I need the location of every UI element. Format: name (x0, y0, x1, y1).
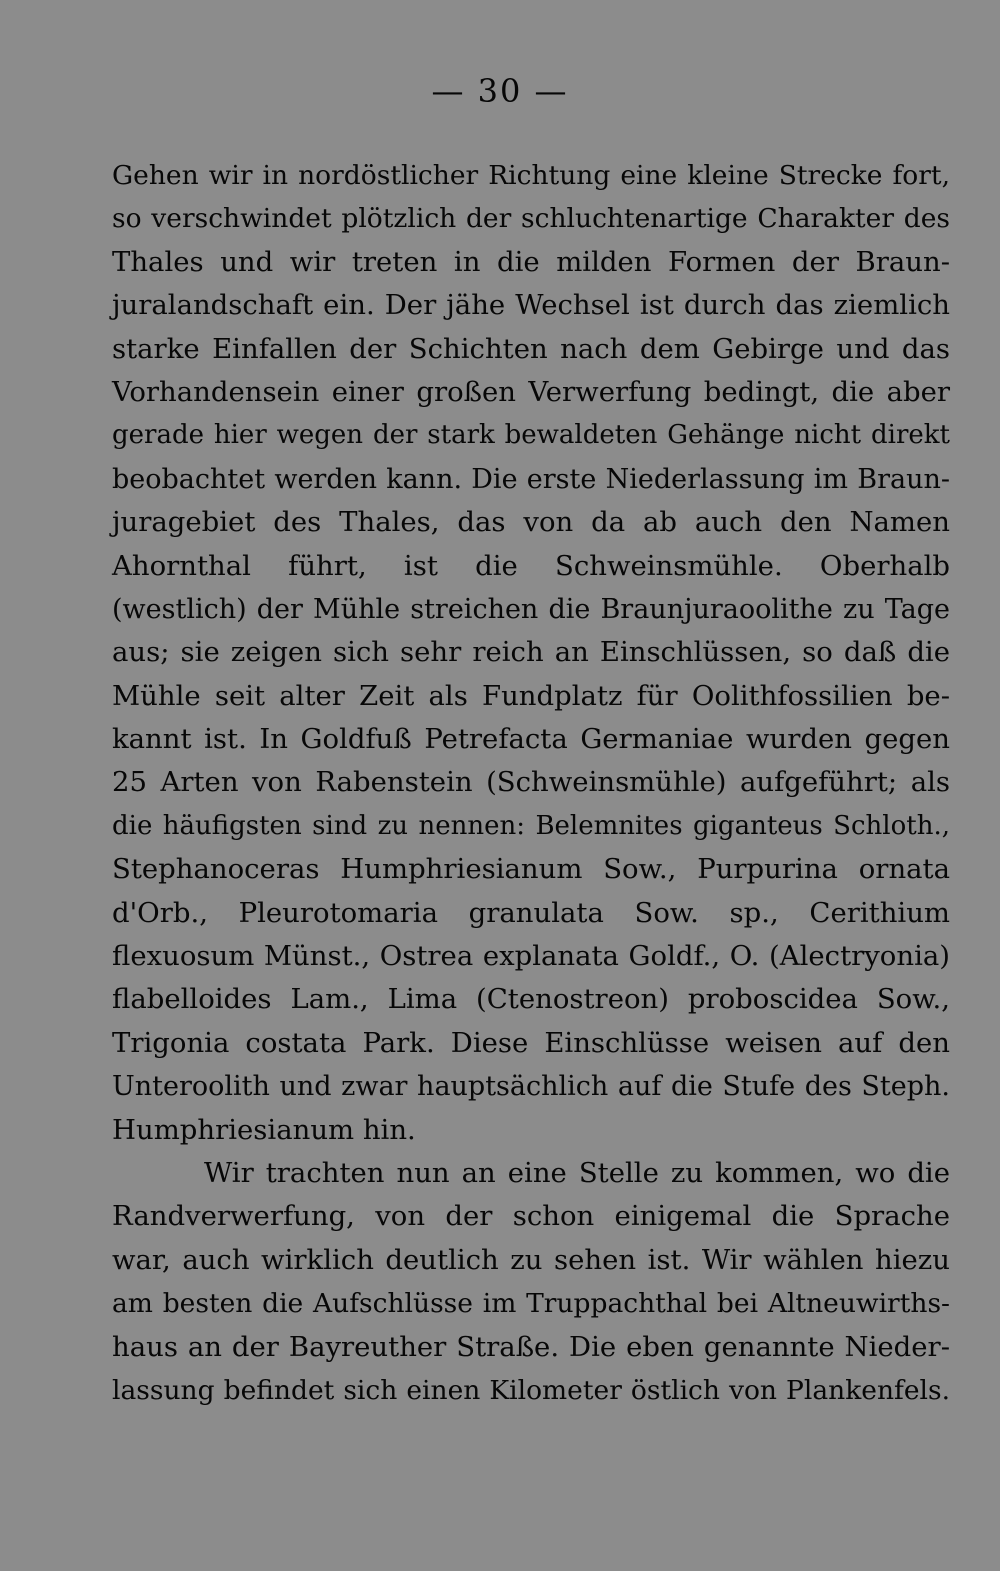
text-line: kannt ist. In Goldfuß Petrefacta Germaniae wurden gegen (112, 723, 950, 756)
text-line: so verschwindet plötzlich der schluchtenartige Charakter des (112, 203, 950, 235)
text-line: juralandschaft ein. Der jähe Wechsel ist durch das ziemlich (112, 289, 950, 322)
text-line: Mühle seit alter Zeit als Fundplatz für Oolithfossilien be- (112, 679, 950, 712)
paragraph-2 (112, 1152, 950, 1412)
text-line: (westlich) der Mühle streichen die Braunjuraoolithe zu Tage (112, 593, 950, 625)
text-line: starke Einfallen der Schichten nach dem Gebirge und das (112, 332, 950, 365)
text-line: war, auch wirklich deutlich zu sehen ist. Wir wählen hiezu (112, 1243, 950, 1276)
text-line: gerade hier wegen der stark bewaldeten Gehänge nicht direkt (112, 420, 950, 451)
text-line: Humphriesianum hin. (112, 1113, 416, 1146)
text-line: am besten die Aufschlüsse im Truppachthal bei Altneuwirths- (112, 1288, 950, 1320)
text-line: haus an der Bayreuther Straße. Die eben genannte Nieder- (112, 1330, 950, 1363)
text-line: Randverwerfung, von der schon einigemal die Sprache (112, 1200, 950, 1233)
text-line: juragebiet des Thales, das von da ab auch den Namen (112, 506, 950, 539)
text-line: Unteroolith und zwar hauptsächlich auf die Stufe des Steph. (112, 1071, 950, 1103)
text-line: Thales und wir treten in die milden Formen der Braun- (112, 245, 950, 278)
page-number: — 30 — (431, 72, 569, 110)
text-line: aus; sie zeigen sich sehr reich an Einschlüssen, so daß die (112, 636, 950, 669)
text-line: d'Orb., Pleurotomaria granulata Sow. sp., Cerithium (112, 896, 950, 929)
text-line: 25 Arten von Rabenstein (Schweinsmühle) aufgeführt; als (112, 766, 950, 799)
text-line: Ahornthal führt, ist die Schweinsmühle. Oberhalb (112, 549, 950, 582)
text-line: die häufigsten sind zu nennen: Belemnites giganteus Schloth., (112, 810, 950, 841)
text-line: Gehen wir in nordöstlicher Richtung eine kleine Strecke fort, (112, 160, 950, 191)
text-line: Wir trachten nun an eine Stelle zu kommen, wo die (204, 1156, 950, 1189)
body-text (112, 154, 950, 1412)
text-line: flexuosum Münst., Ostrea explanata Goldf., O. (Alectryonia) (112, 940, 950, 973)
paragraph-1 (112, 154, 950, 1152)
text-line: Trigonia costata Park. Diese Einschlüsse weisen auf den (112, 1026, 950, 1059)
text-line: lassung befindet sich einen Kilometer östlich von Plankenfels. (112, 1374, 950, 1406)
text-line: flabelloides Lam., Lima (Ctenostreon) proboscidea Sow., (112, 983, 950, 1016)
text-line: beobachtet werden kann. Die erste Niederlassung im Braun- (112, 463, 950, 495)
text-line: Stephanoceras Humphriesianum Sow., Purpurina ornata (112, 853, 950, 886)
text-line: Vorhandensein einer großen Verwerfung bedingt, die aber (112, 375, 950, 408)
